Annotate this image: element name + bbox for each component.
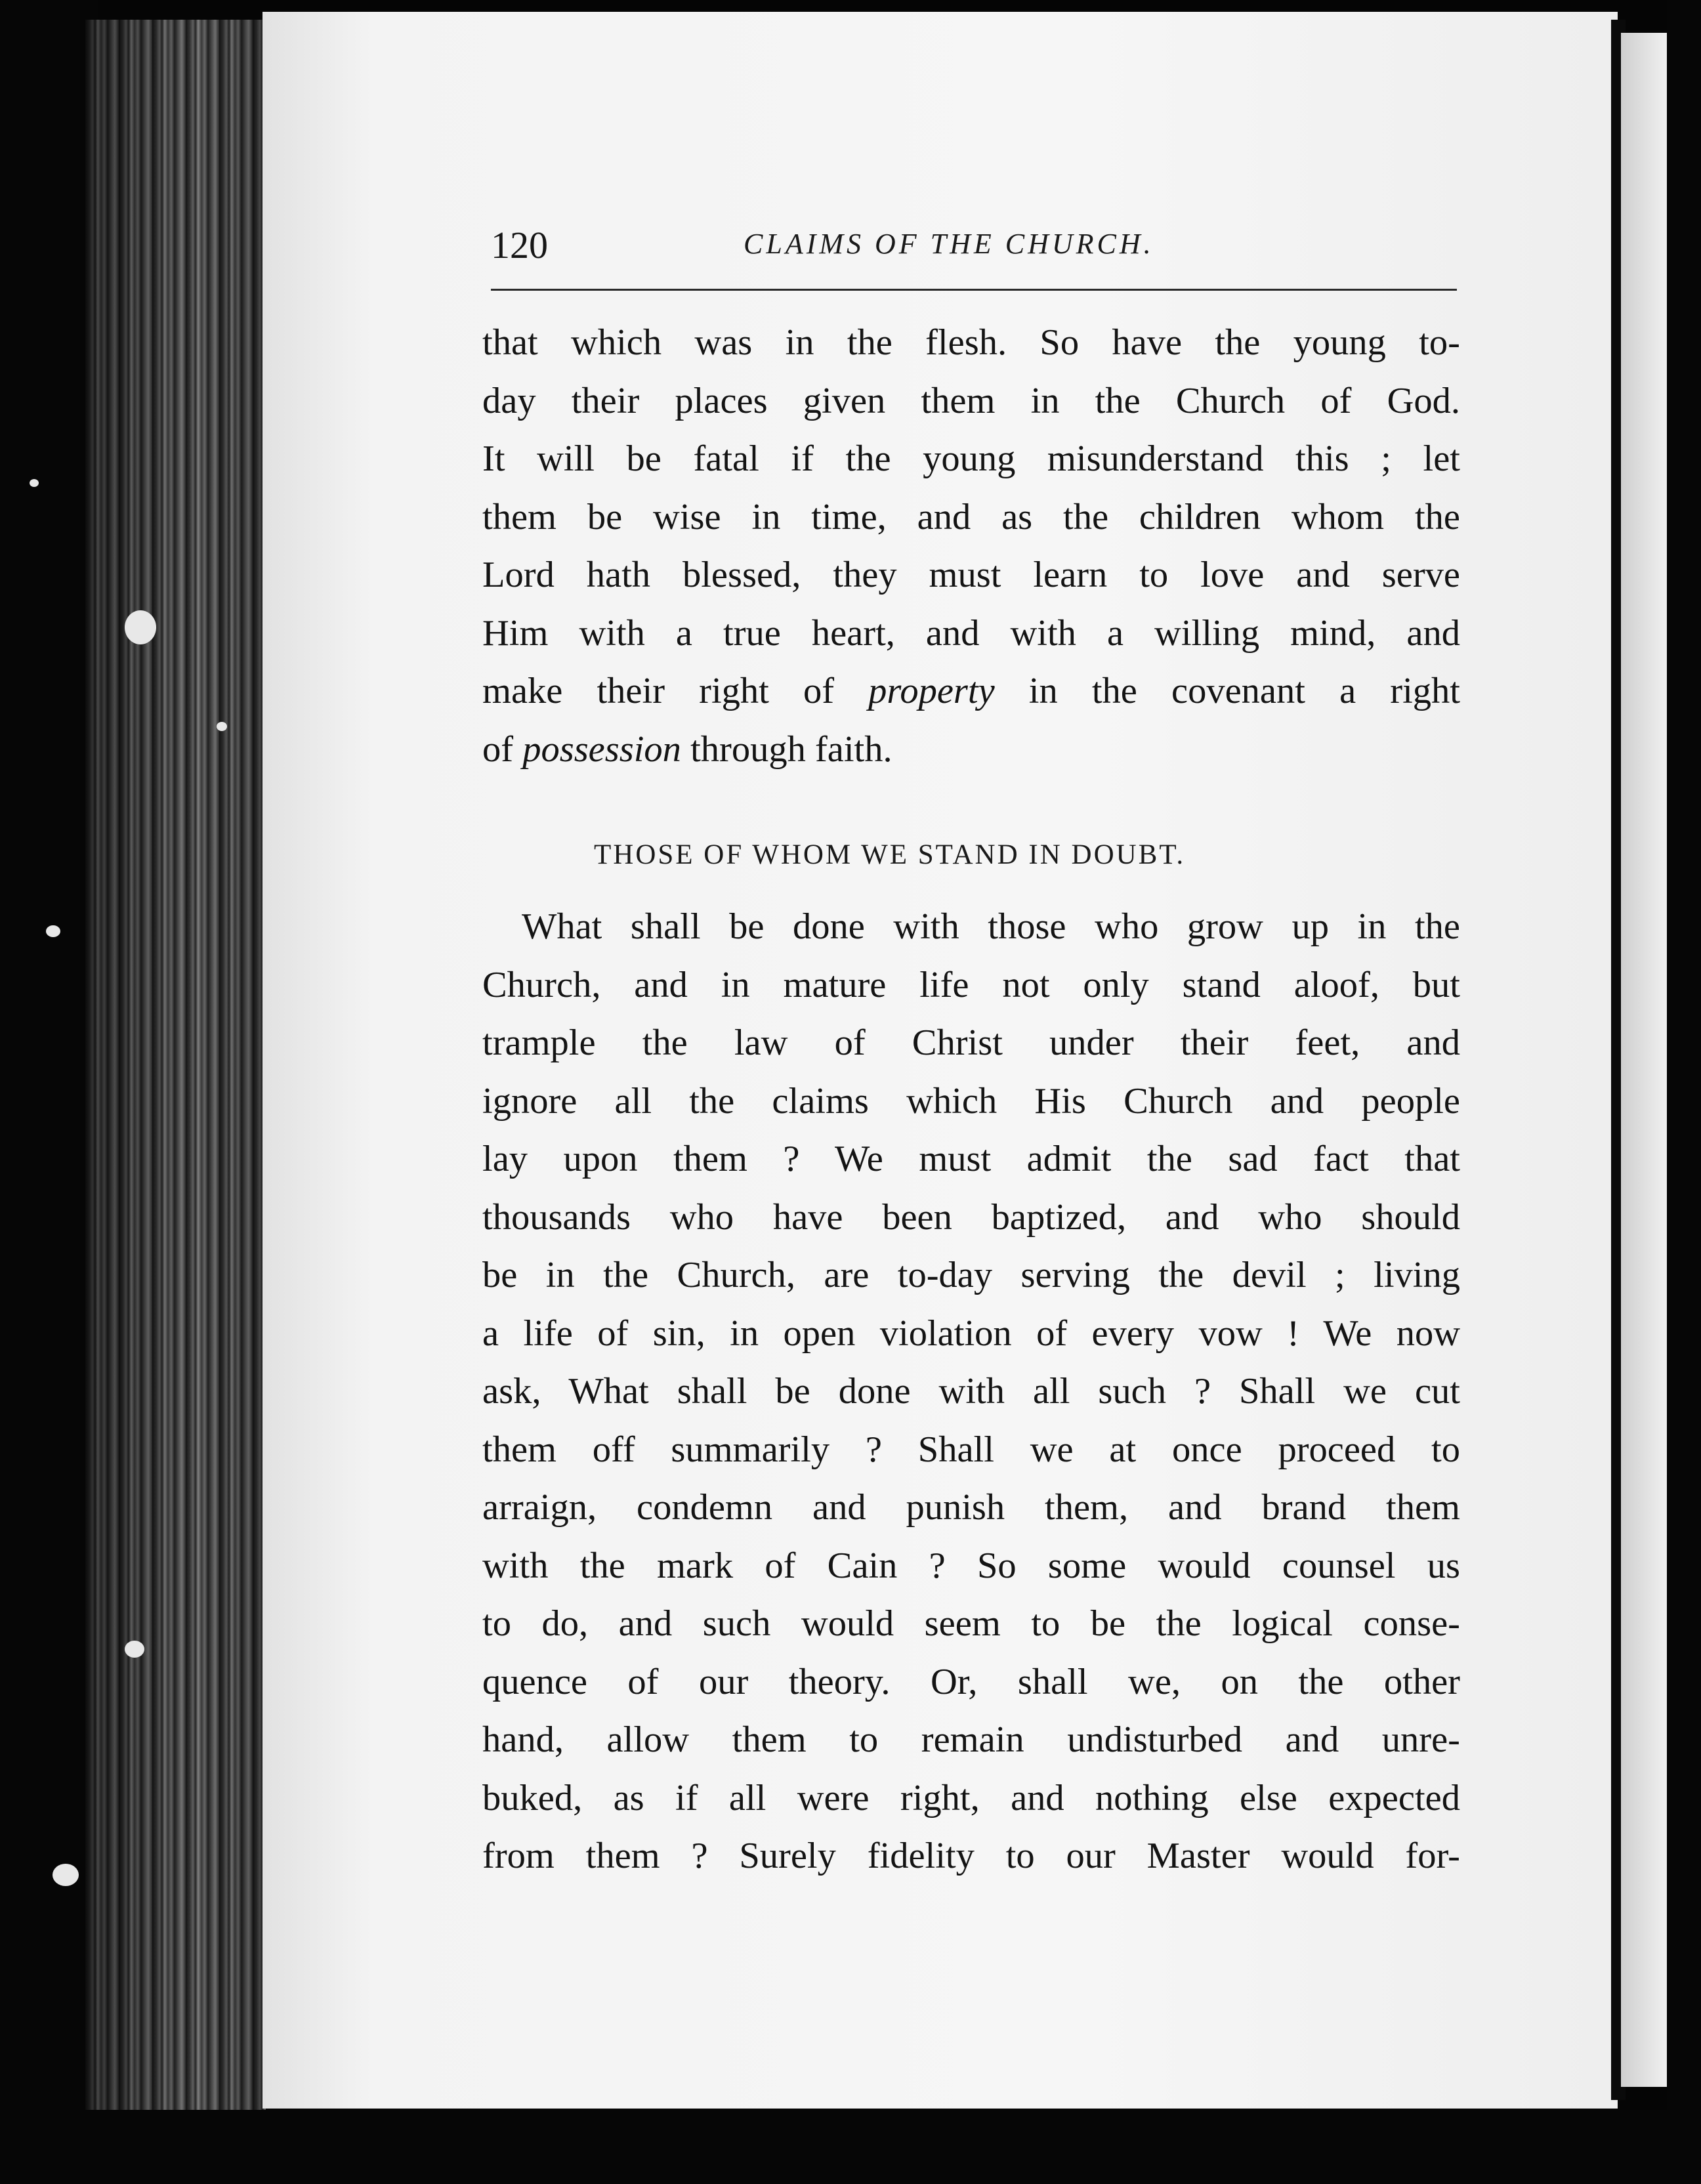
running-title: CLAIMS OF THE CHURCH. <box>744 228 1154 260</box>
text-line: hand, allow them to remain undisturbed and unre- <box>482 1719 1460 1760</box>
text-line: that which was in the flesh. So have the young to- <box>482 322 1460 363</box>
text-line: them off summarily ? Shall we at once proceed to <box>482 1429 1460 1470</box>
italic-word: possession <box>522 728 681 770</box>
scan-background-right <box>1667 0 1701 2184</box>
dust-speck <box>125 1641 144 1658</box>
text-line: from them ? Surely fidelity to our Master would for- <box>482 1836 1460 1876</box>
text-line: with the mark of Cain ? So some would counsel us <box>482 1545 1460 1586</box>
dust-speck <box>30 479 39 487</box>
text-line: lay upon them ? We must admit the sad fact that <box>482 1139 1460 1179</box>
running-head <box>491 218 1457 270</box>
text-line: What shall be done with those who grow up in the <box>522 906 1460 947</box>
text-line: ask, What shall be done with all such ? Shall we cut <box>482 1371 1460 1412</box>
text-line: Lord hath blessed, they must learn to love and serve <box>482 555 1460 595</box>
paragraph <box>482 898 1460 1885</box>
dust-speck <box>217 722 227 731</box>
section-heading: THOSE OF WHOM WE STAND IN DOUBT. <box>594 839 1186 870</box>
text-line: It will be fatal if the young misunderstand this ; let <box>482 438 1460 479</box>
text-line: day their places given them in the Church of God. <box>482 380 1460 421</box>
text-line: Him with a true heart, and with a willing mind, and <box>482 612 1460 654</box>
page-number: 120 <box>491 224 548 266</box>
text-line: arraign, condemn and punish them, and brand them <box>482 1487 1460 1528</box>
text-line: to do, and such would seem to be the logical conse- <box>482 1603 1460 1644</box>
text-line: trample the law of Christ under their feet, and <box>482 1022 1460 1063</box>
dust-speck <box>125 610 156 644</box>
header-rule <box>491 289 1457 291</box>
text-line: ignore all the claims which His Church and people <box>482 1080 1460 1122</box>
text-line: a life of sin, in open violation of every vow ! We now <box>482 1312 1460 1354</box>
text-line: Church, and in mature life not only stand aloof, but <box>482 964 1460 1005</box>
italic-word: property <box>868 671 995 711</box>
dust-speck <box>52 1864 79 1886</box>
facing-page-edge <box>1621 33 1667 2087</box>
text-line: buked, as if all were right, and nothing else expected <box>482 1777 1460 1818</box>
text-line: quence of our theory. Or, shall we, on the other <box>482 1661 1460 1702</box>
text-line: of possession through faith. <box>482 728 892 770</box>
scan-background <box>0 0 98 2184</box>
paragraph <box>482 314 1460 778</box>
dust-speck <box>46 925 60 937</box>
scan-background-bottom <box>0 2110 1701 2184</box>
page-edges-shadow <box>85 20 266 2113</box>
text-line: them be wise in time, and as the children whom the <box>482 496 1460 537</box>
text-line: make their right of property in the covenant a right <box>482 671 1460 711</box>
text-line: be in the Church, are to-day serving the devil ; living <box>482 1255 1460 1295</box>
text-line: thousands who have been baptized, and who should <box>482 1196 1460 1238</box>
